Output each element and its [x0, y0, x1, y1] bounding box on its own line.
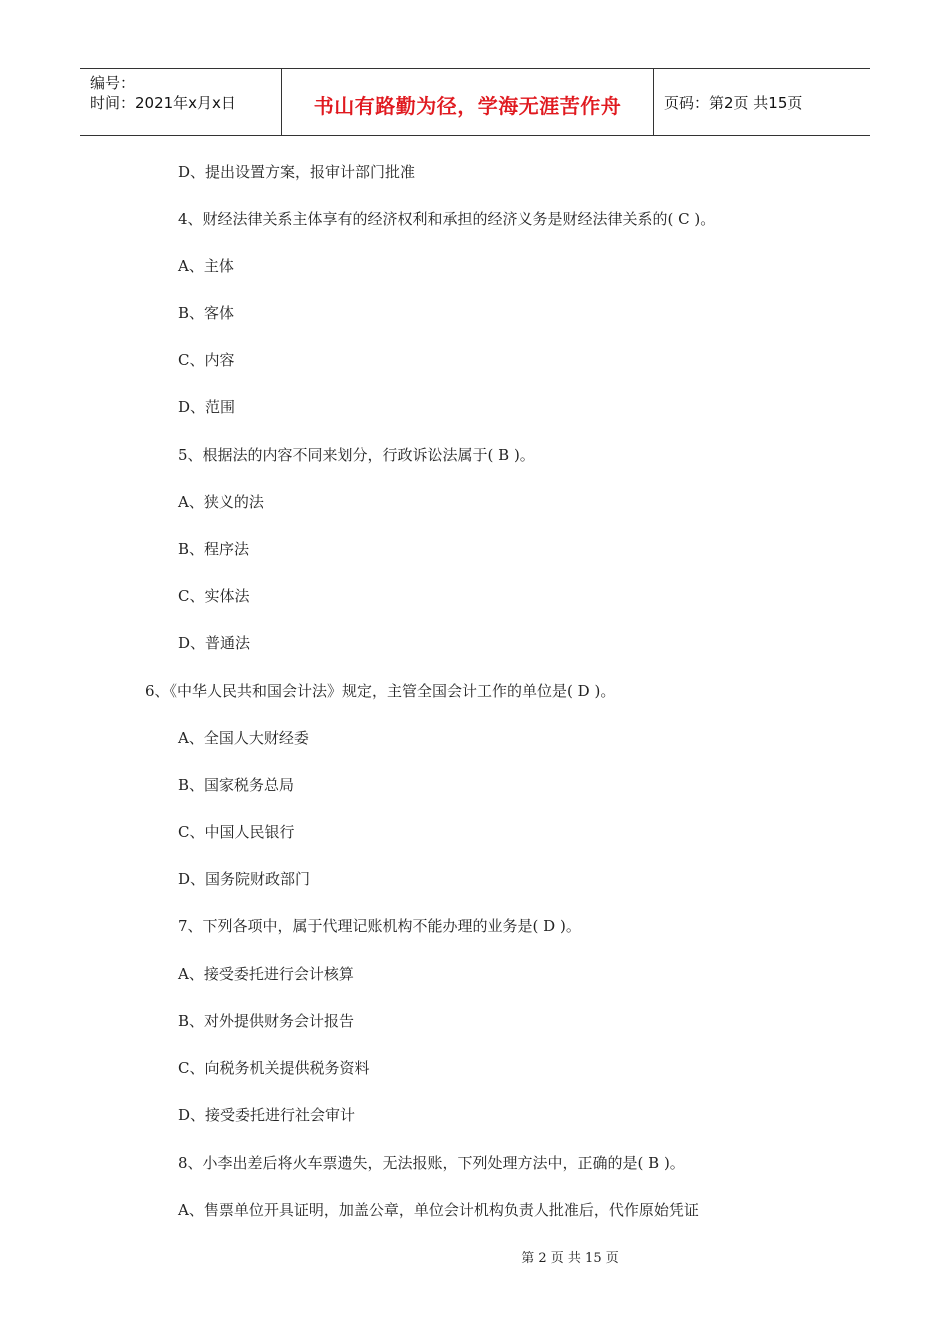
option-line: C、实体法 [178, 587, 250, 605]
serial-label: 编号： [90, 74, 136, 92]
question-line: 8、小李出差后将火车票遗失，无法报账，下列处理方法中，正确的是( B )。 [178, 1154, 685, 1172]
option-line: A、主体 [178, 257, 234, 275]
option-line: A、售票单位开具证明，加盖公章，单位会计机构负责人批准后，代作原始凭证 [178, 1201, 699, 1219]
option-line: D、普通法 [178, 634, 251, 652]
question-line: 6、《中华人民共和国会计法》规定，主管全国会计工作的单位是( D )。 [145, 682, 616, 700]
option-line: A、全国人大财经委 [178, 729, 309, 747]
option-line: C、向税务机关提供税务资料 [178, 1059, 370, 1077]
option-line: D、接受委托进行社会审计 [178, 1106, 356, 1124]
motto-text: 书山有路勤为径，学海无涯苦作舟 [313, 93, 622, 118]
header-motto-cell [282, 69, 654, 135]
option-line: B、对外提供财务会计报告 [178, 1012, 355, 1030]
footer-page-number: 第 2 页 共 15 页 [521, 1251, 619, 1266]
option-line: B、国家税务总局 [178, 776, 295, 794]
date-label: 时间：2021年x月x日 [90, 94, 236, 112]
page-header [80, 68, 870, 136]
option-line: B、程序法 [178, 540, 250, 558]
question-line: 4、财经法律关系主体享有的经济权利和承担的经济义务是财经法律关系的( C )。 [178, 210, 716, 228]
header-meta [80, 69, 282, 135]
header-page-cell [654, 69, 870, 135]
page-footer [0, 1247, 950, 1266]
page-number-label: 页码：第2页 共15页 [664, 93, 803, 112]
question-line: 5、根据法的内容不同来划分，行政诉讼法属于( B )。 [178, 446, 535, 464]
option-line: D、范围 [178, 398, 236, 416]
option-line: A、狭义的法 [178, 493, 264, 511]
option-line: A、接受委托进行会计核算 [178, 965, 354, 983]
option-line: D、提出设置方案，报审计部门批准 [178, 163, 416, 181]
option-line: C、内容 [178, 351, 235, 369]
option-line: D、国务院财政部门 [178, 870, 311, 888]
question-line: 7、下列各项中，属于代理记账机构不能办理的业务是( D )。 [178, 917, 581, 935]
option-line: C、中国人民银行 [178, 823, 295, 841]
option-line: B、客体 [178, 304, 235, 322]
